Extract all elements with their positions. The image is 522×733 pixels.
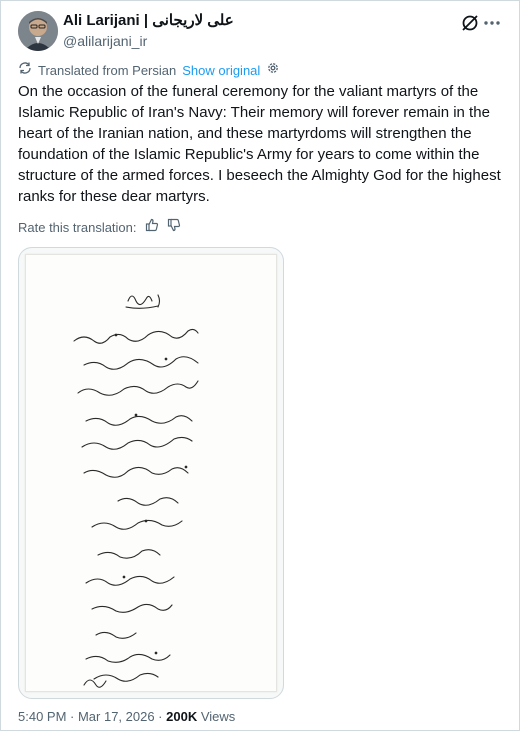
- avatar[interactable]: [18, 11, 58, 51]
- show-original-link[interactable]: Show original: [182, 62, 261, 78]
- grok-icon[interactable]: [460, 13, 480, 33]
- author-names: [63, 11, 234, 51]
- tweet-text: On the occasion of the funeral ceremony for the valiant martyrs of the Islamic Republic of Iran's Navy: Their memory will forever remain in the heart of the Iranian nation, and these martyrdoms will strengthen the foundation of the Islamic Republic's Army for years to come within the structure of the armed forces. I beseech the Almighty God for the highest ranks for these dear martyrs.: [18, 83, 501, 205]
- timestamp[interactable]: 5:40 PM · Mar 17, 2026 ·: [18, 709, 167, 724]
- author-display-name[interactable]: Ali Larijani | علی لاریجانی: [63, 12, 234, 29]
- views-count: 200K: [166, 709, 198, 724]
- tweet-meta: [18, 708, 235, 726]
- author-handle[interactable]: @alilarijani_ir: [63, 33, 148, 49]
- rate-translation: [18, 218, 181, 237]
- handwriting-scribbles: [26, 255, 276, 691]
- tweet-media[interactable]: [18, 247, 284, 699]
- avatar-image: [18, 11, 58, 51]
- translate-icon: [18, 61, 32, 80]
- gear-icon[interactable]: [266, 61, 280, 80]
- rate-label: Rate this translation:: [18, 219, 137, 235]
- thumbs-down-icon[interactable]: [167, 218, 181, 237]
- more-icon[interactable]: [482, 13, 502, 33]
- translated-label: Translated from Persian: [38, 62, 177, 78]
- views-label: Views: [197, 709, 236, 724]
- thumbs-up-icon[interactable]: [145, 218, 159, 237]
- translation-bar: [18, 61, 280, 80]
- handwritten-letter-image: [25, 254, 277, 692]
- tweet-header: [18, 11, 502, 51]
